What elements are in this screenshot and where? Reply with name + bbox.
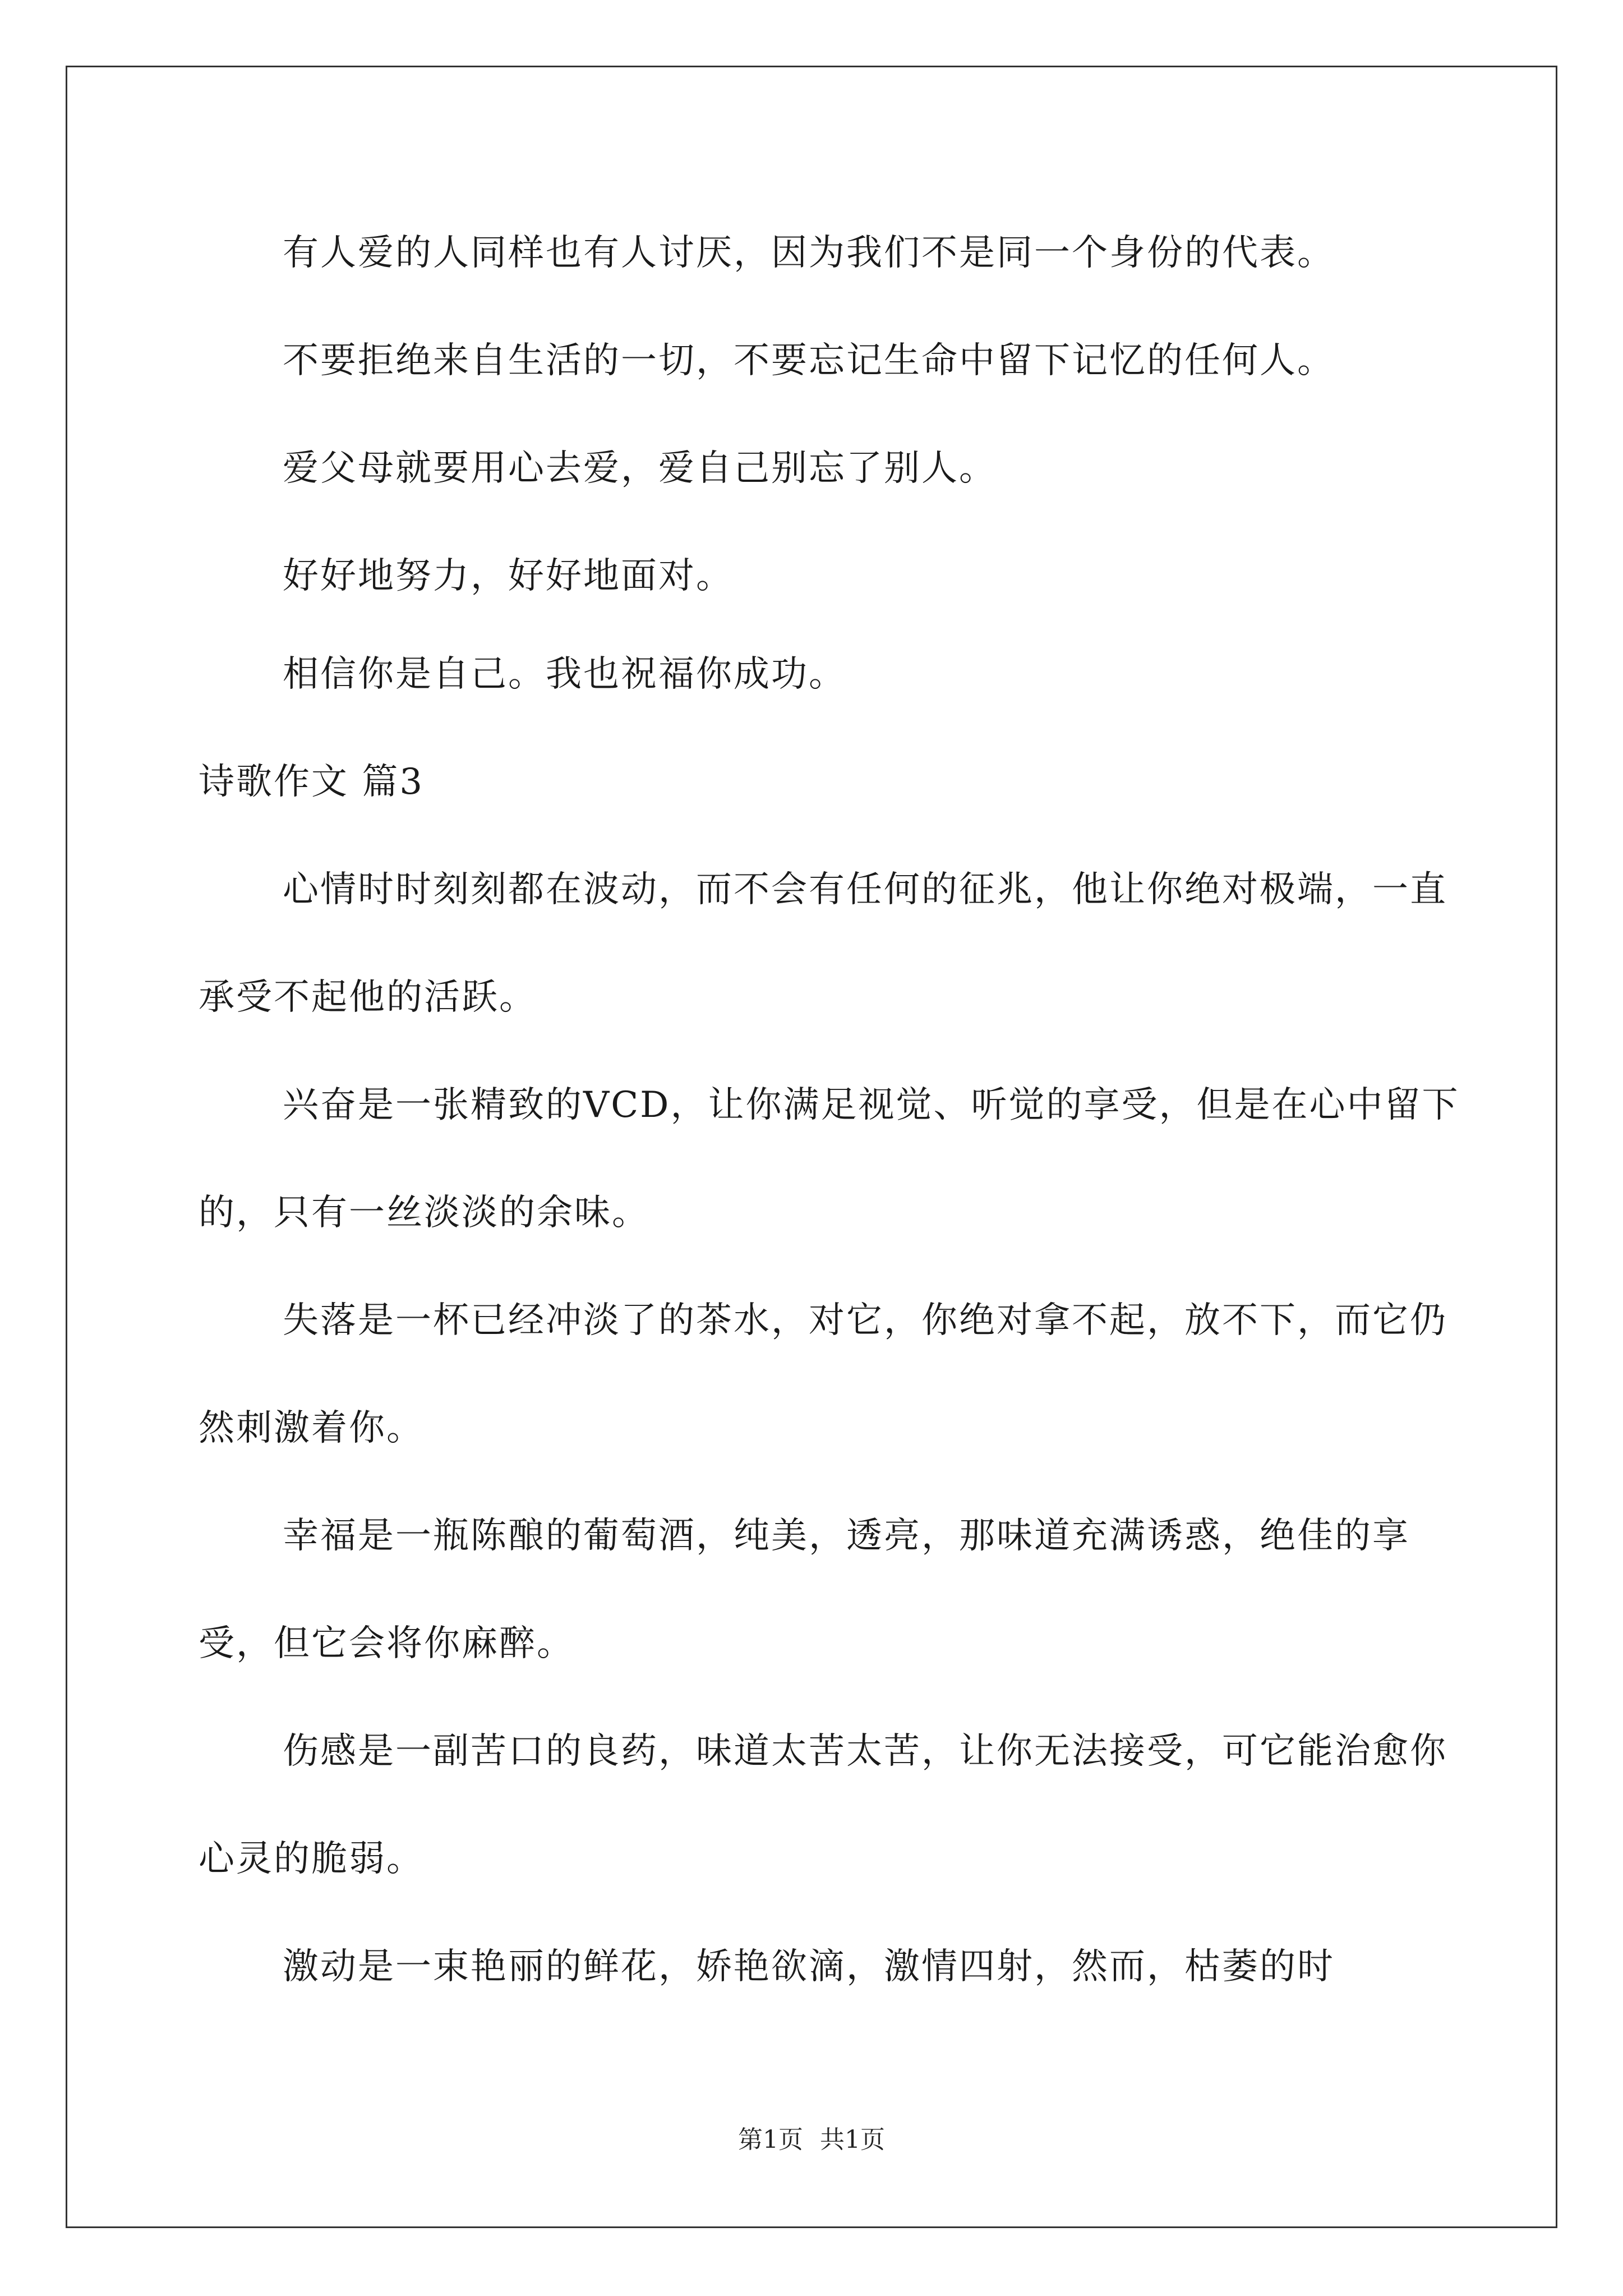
section-heading: 诗歌作文 篇3 (199, 761, 425, 803)
paragraph: 激动是一束艳丽的鲜花，娇艳欲滴，激情四射，然而，枯萎的时 (283, 1946, 1335, 1987)
paragraph: 失落是一杯已经冲淡了的茶水，对它，你绝对拿不起，放不下，而它仍然刺激着你。 (199, 1300, 1447, 1449)
paragraph: 有人爱的人同样也有人讨厌，因为我们不是同一个身份的代表。 (283, 232, 1335, 274)
paragraph: 心情时时刻刻都在波动，而不会有任何的征兆，他让你绝对极端，一直承受不起他的活跃。 (199, 869, 1447, 1018)
paragraph: 好好地努力，好好地面对。 (283, 555, 734, 597)
page-total: 共1页 (820, 2125, 885, 2154)
paragraph: 幸福是一瓶陈酿的葡萄酒，纯美，透亮，那味道充满诱惑，绝佳的享受，但它会将你麻醉。 (199, 1515, 1410, 1664)
paragraph: 伤感是一副苦口的良药，味道太苦太苦，让你无法接受，可它能治愈你心灵的脆弱。 (199, 1731, 1447, 1880)
page-footer (0, 2125, 1623, 2154)
paragraph: 兴奋是一张精致的VCD，让你满足视觉、听觉的享受，但是在心中留下的，只有一丝淡淡的余味。 (199, 1084, 1460, 1234)
page-number: 第1页 (738, 2125, 803, 2154)
paragraph: 不要拒绝来自生活的一切，不要忘记生命中留下记忆的任何人。 (283, 340, 1335, 381)
paragraph: 相信你是自己。我也祝福你成功。 (283, 654, 846, 695)
paragraph: 爱父母就要用心去爱，爱自己别忘了别人。 (283, 448, 997, 489)
